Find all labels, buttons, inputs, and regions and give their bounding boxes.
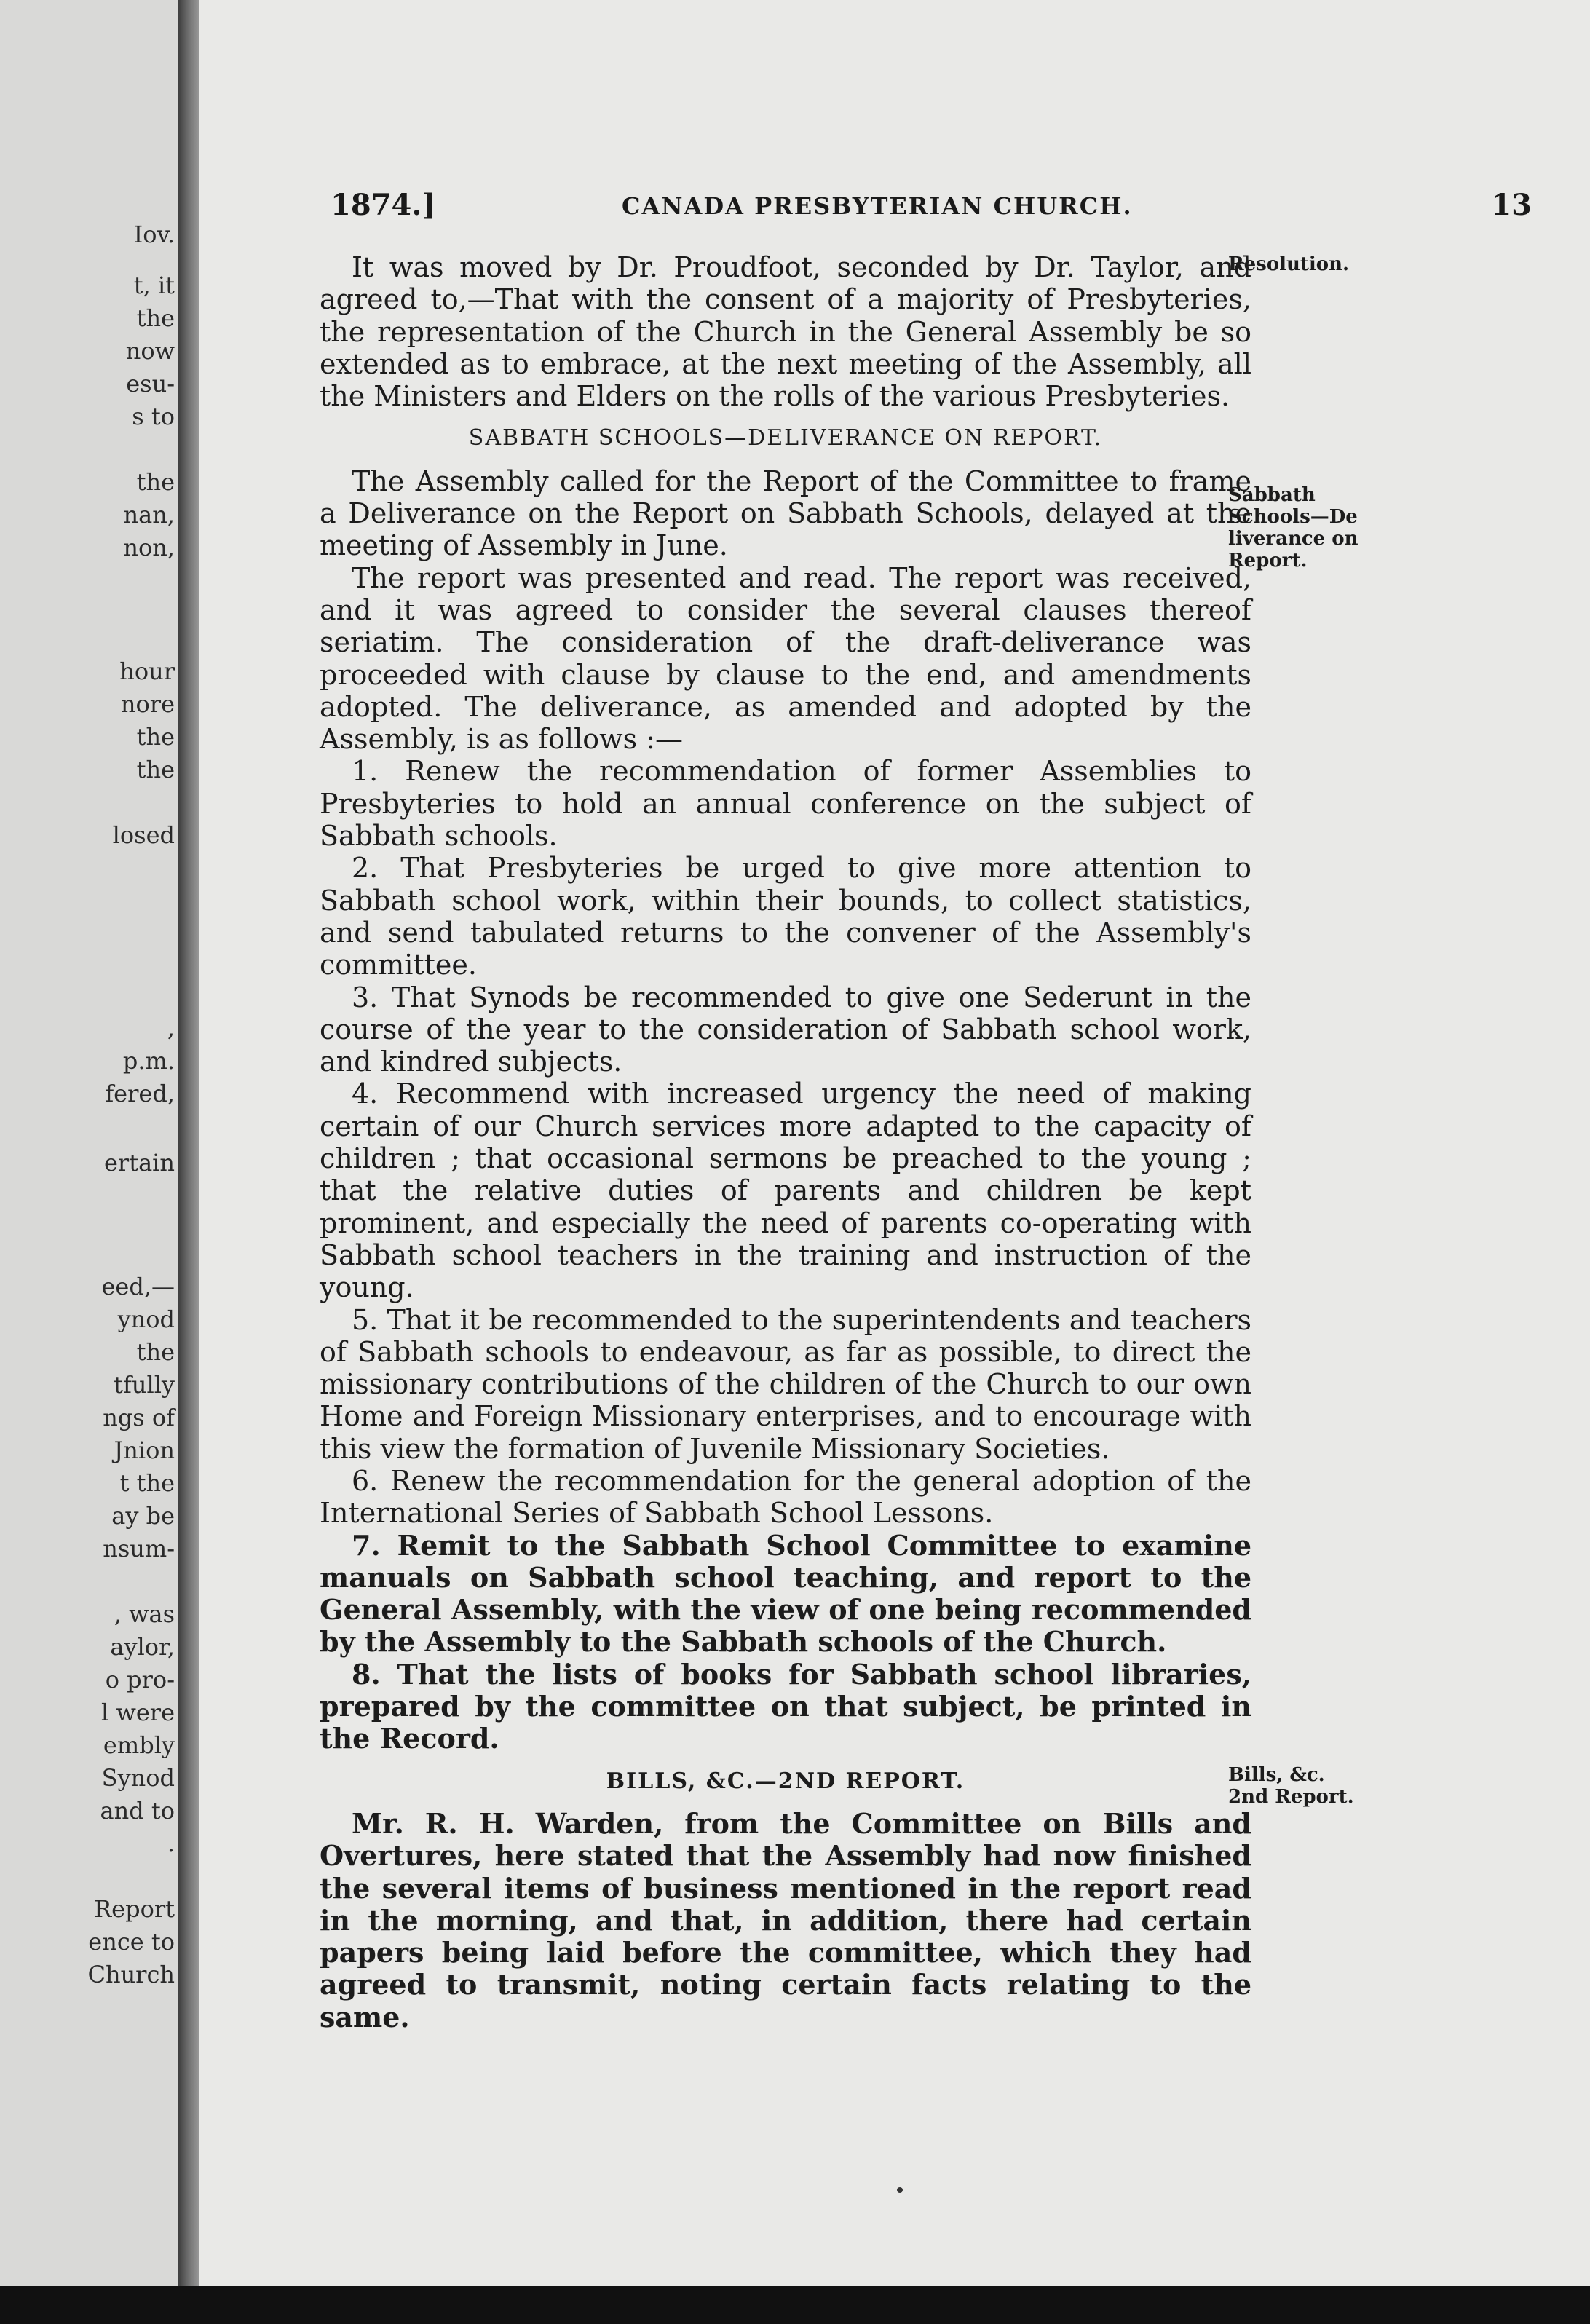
book-gutter [178, 0, 199, 2324]
facing-page-fragment [0, 0, 182, 2324]
body-text [320, 251, 1251, 2034]
facing-page-text: ngs of [103, 1404, 175, 1431]
facing-page-text: nore [120, 690, 175, 718]
facing-page-text: the [136, 304, 175, 332]
facing-page-text: t, it [133, 272, 175, 299]
facing-page-text: Church [87, 1961, 175, 1988]
running-header [331, 188, 1532, 229]
facing-page-text: . [167, 1830, 175, 1857]
facing-page-text: p.m. [122, 1047, 175, 1075]
deliverance-item: 6. Renew the recommendation for the general adoption of the International Series of Sabbath School Lessons. [320, 1464, 1251, 1530]
facing-page-text: hour [119, 657, 175, 685]
facing-page-text: s to [132, 403, 175, 430]
facing-page-text: , [167, 1014, 175, 1042]
facing-page-text: the [136, 756, 175, 783]
deliverance-item: 4. Recommend with increased urgency the need of making certain of our Church services more adapted to the capacity of children ; that occasional sermons be preached to the young ; that the relative duties of parents and children be kept prominent, and especially the need of parents co-operating with Sabbath school teachers in the training and instruction of the young. [320, 1078, 1251, 1304]
resolution-paragraph: It was moved by Dr. Proudfoot, seconded by Dr. Taylor, and agreed to,—That with the consent of a majority of Presbyteries, the representation of the Church in the General Assembly be so extended as to embrace, at the next meeting of the Assembly, all the Ministers and Elders on the rolls of the various Presbyteries. [320, 251, 1251, 413]
deliverance-item: 2. That Presbyteries be urged to give more attention to Sabbath school work, within their bounds, to collect statistics, and send tabulated returns to the convener of the Assembly's committee. [320, 852, 1251, 981]
facing-page-text: the [136, 468, 175, 496]
section-heading-sabbath: SABBATH SCHOOLS—DELIVERANCE ON REPORT. [468, 425, 1103, 451]
facing-page-text: nan, [123, 501, 175, 529]
facing-page-text: ertain [103, 1149, 175, 1177]
page-number: 13 [1491, 188, 1532, 222]
facing-page-text: ence to [88, 1928, 175, 1956]
section-heading-bills: BILLS, &C.—2ND REPORT. [606, 1768, 965, 1794]
facing-page-text: t the [119, 1469, 175, 1497]
facing-page-text: l were [101, 1699, 175, 1726]
facing-page-text: fered, [105, 1080, 175, 1107]
page-speck [897, 2187, 903, 2193]
margin-note-bills: Bills, &c. 2nd Report. [1228, 1764, 1354, 1808]
header-year: 1874.] [331, 188, 436, 222]
deliverance-item: 5. That it be recommended to the superintendents and teachers of Sabbath schools to endeavour, as far as possible, to direct the missionary contributions of the children of the Church to our own Home and Foreign Missionary enterprises, and to encourage with this view the formation of Juvenile Missionary Societies. [320, 1303, 1251, 1465]
margin-note-resolution: Resolution. [1228, 253, 1350, 275]
facing-page-text: non, [123, 534, 175, 561]
report-paragraph: The report was presented and read. The report was received, and it was agreed to consider the several clauses thereof seriatim. The consideration of the draft-deliverance was proceeded with clause by clause to the end, and amendments adopted. The deliverance, as amended and adopted by the Assembly, is as follows :— [320, 561, 1251, 756]
facing-page-text: the [136, 723, 175, 751]
deliverance-item: 7. Remit to the Sabbath School Committee to examine manuals on Sabbath school teaching, and report to the General Assembly, with the view of one being recommended by the Assembly to the Sabbath schools of the Church. [320, 1528, 1251, 1659]
facing-page-text: now [125, 337, 175, 365]
facing-page-text: o pro- [105, 1666, 175, 1693]
header-title: CANADA PRESBYTERIAN CHURCH. [622, 192, 1133, 220]
facing-page-text: the [136, 1338, 175, 1366]
facing-page-text: Report [94, 1895, 175, 1923]
facing-page-text: ynod [117, 1305, 175, 1333]
facing-page-text: tfully [114, 1371, 175, 1399]
facing-page-text: , was [114, 1600, 175, 1628]
facing-page-text: and to [100, 1797, 175, 1825]
facing-page-text: nsum- [103, 1535, 175, 1562]
facing-page-text: embly [103, 1731, 175, 1759]
facing-page-text: eed,— [101, 1273, 175, 1300]
deliverance-item: 8. That the lists of books for Sabbath school libraries, prepared by the committee on that subject, be printed in the Record. [320, 1657, 1251, 1755]
margin-note-sabbath: Sabbath Schools—De liverance on Report. [1228, 484, 1358, 572]
facing-page-text: ay be [111, 1502, 175, 1530]
facing-page-text: Synod [101, 1764, 175, 1792]
facing-page-text: Jnion [114, 1436, 175, 1464]
bills-paragraph: Mr. R. H. Warden, from the Committee on Bills and Overtures, here stated that the Assembly had now finished the several items of business mentioned in the report read in the morning, and that, in addition, there had certain papers being laid before the committee, which they had agreed to transmit, noting certain facts relating to the same. [320, 1806, 1251, 2034]
facing-page-text: aylor, [110, 1633, 175, 1661]
facing-page-text: losed [112, 821, 175, 849]
deliverance-item: 1. Renew the recommendation of former Assemblies to Presbyteries to hold an annual conference on the subject of Sabbath schools. [320, 755, 1251, 853]
sabbath-intro-paragraph: The Assembly called for the Report of the Committee to frame a Deliverance on the Report on Sabbath Schools, delayed at the meeting of Assembly in June. [320, 465, 1251, 562]
document-page [199, 0, 1590, 2324]
facing-page-text: esu- [126, 370, 175, 398]
facing-page-text: Iov. [133, 221, 175, 248]
deliverance-item: 3. That Synods be recommended to give one Sederunt in the course of the year to the consideration of Sabbath school work, and kindred subjects. [320, 981, 1251, 1078]
scan-border [0, 2286, 1590, 2324]
